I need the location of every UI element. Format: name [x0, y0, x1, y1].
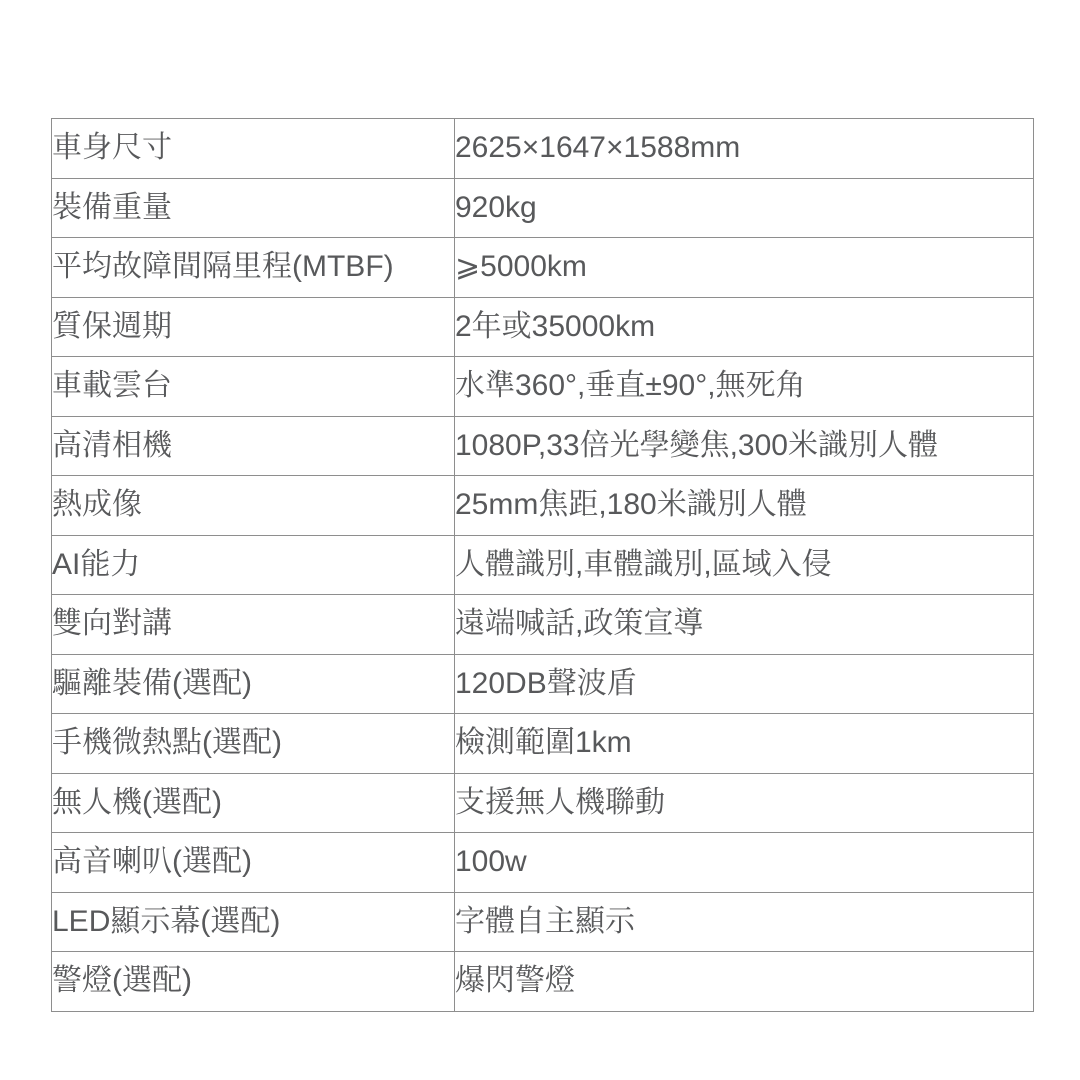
table-row: [52, 476, 1034, 536]
spec-value: 2年或35000km: [455, 297, 1034, 357]
spec-label: 車身尺寸: [52, 119, 455, 179]
spec-value: ⩾5000km: [455, 238, 1034, 298]
spec-label: 平均故障間隔里程(MTBF): [52, 238, 455, 298]
table-row: [52, 773, 1034, 833]
spec-value: 水準360°,垂直±90°,無死角: [455, 357, 1034, 417]
table-row: [52, 714, 1034, 774]
spec-label: 車載雲台: [52, 357, 455, 417]
spec-label: 雙向對講: [52, 595, 455, 655]
spec-value: 人體識別,車體識別,區域入侵: [455, 535, 1034, 595]
table-row: [52, 595, 1034, 655]
spec-label: 熱成像: [52, 476, 455, 536]
spec-value: 檢測範圍1km: [455, 714, 1034, 774]
spec-label: 警燈(選配): [52, 952, 455, 1012]
table-row: [52, 892, 1034, 952]
spec-label: 驅離裝備(選配): [52, 654, 455, 714]
spec-value: 遠端喊話,政策宣導: [455, 595, 1034, 655]
spec-value: 120DB聲波盾: [455, 654, 1034, 714]
spec-label: 高音喇叭(選配): [52, 833, 455, 893]
table-row: [52, 297, 1034, 357]
spec-label: 無人機(選配): [52, 773, 455, 833]
table-row: [52, 416, 1034, 476]
table-row: [52, 833, 1034, 893]
table-row: [52, 535, 1034, 595]
table-row: [52, 357, 1034, 417]
spec-label: 裝備重量: [52, 178, 455, 238]
table-row: [52, 654, 1034, 714]
spec-value: 支援無人機聯動: [455, 773, 1034, 833]
spec-label: AI能力: [52, 535, 455, 595]
spec-table-body: [52, 119, 1034, 1012]
table-row: [52, 178, 1034, 238]
spec-value: 100w: [455, 833, 1034, 893]
spec-table: [51, 118, 1034, 1012]
spec-label: 質保週期: [52, 297, 455, 357]
table-row: [52, 952, 1034, 1012]
table-row: [52, 119, 1034, 179]
spec-label: 高清相機: [52, 416, 455, 476]
spec-value: 25mm焦距,180米識別人體: [455, 476, 1034, 536]
spec-value: 爆閃警燈: [455, 952, 1034, 1012]
spec-value: 字體自主顯示: [455, 892, 1034, 952]
table-row: [52, 238, 1034, 298]
spec-value: 920kg: [455, 178, 1034, 238]
spec-value: 2625×1647×1588mm: [455, 119, 1034, 179]
spec-label: 手機微熱點(選配): [52, 714, 455, 774]
spec-label: LED顯示幕(選配): [52, 892, 455, 952]
spec-value: 1080P,33倍光學變焦,300米識別人體: [455, 416, 1034, 476]
